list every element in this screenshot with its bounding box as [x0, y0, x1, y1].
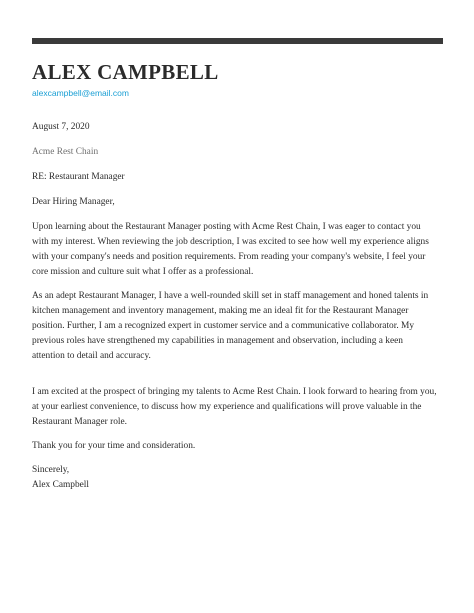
letter-body: [32, 120, 447, 493]
paragraph-line: previous roles have strengthened my capabilities in management and observation, including a keen: [32, 336, 403, 346]
paragraph-line: I am excited at the prospect of bringing my talents to Acme Rest Chain. I look forward to hearing from you,: [32, 387, 437, 397]
paragraph-line: As an adept Restaurant Manager, I have a well-rounded skill set in staff management and honed talents in: [32, 291, 429, 301]
applicant-email[interactable]: alexcampbell@email.com: [32, 88, 129, 98]
paragraph-line: Upon learning about the Restaurant Manager posting with Acme Rest Chain, I was eager to contact you: [32, 222, 421, 232]
closing: Sincerely,: [32, 465, 70, 475]
header-rule: [32, 38, 443, 44]
paragraph-3: [32, 385, 447, 430]
salutation: Dear Hiring Manager,: [32, 197, 115, 207]
paragraph-2: [32, 289, 447, 364]
applicant-name: ALEX CAMPBELL: [32, 60, 219, 84]
paragraph-line: with my interest. When reviewing the job description, I was excited to see how well my experience aligns: [32, 237, 429, 247]
paragraph-line: at your earliest convenience, to discuss how my experience and qualifications will prove valuable in the: [32, 402, 422, 412]
paragraph-line: position. Further, I am a recognized expert in customer service and a communicative collaborator. My: [32, 321, 415, 331]
thanks-line: Thank you for your time and consideration.: [32, 441, 196, 451]
letter-date: August 7, 2020: [32, 122, 90, 132]
recipient-company: Acme Rest Chain: [32, 147, 99, 157]
subject-line: RE: Restaurant Manager: [32, 172, 125, 182]
paragraph-line: with your company's needs and position requirements. From reading your company's website, I feel your: [32, 252, 426, 262]
paragraph-1: [32, 220, 447, 280]
paragraph-line: kitchen management and inventory management, making me an ideal fit for the Restaurant Manager: [32, 306, 409, 316]
paragraph-line: attention to detail and accuracy.: [32, 351, 151, 361]
signature: Alex Campbell: [32, 480, 90, 490]
paragraph-line: Restaurant Manager role.: [32, 417, 128, 427]
paragraph-line: core mission and culture suit what I offer as a professional.: [32, 267, 254, 277]
